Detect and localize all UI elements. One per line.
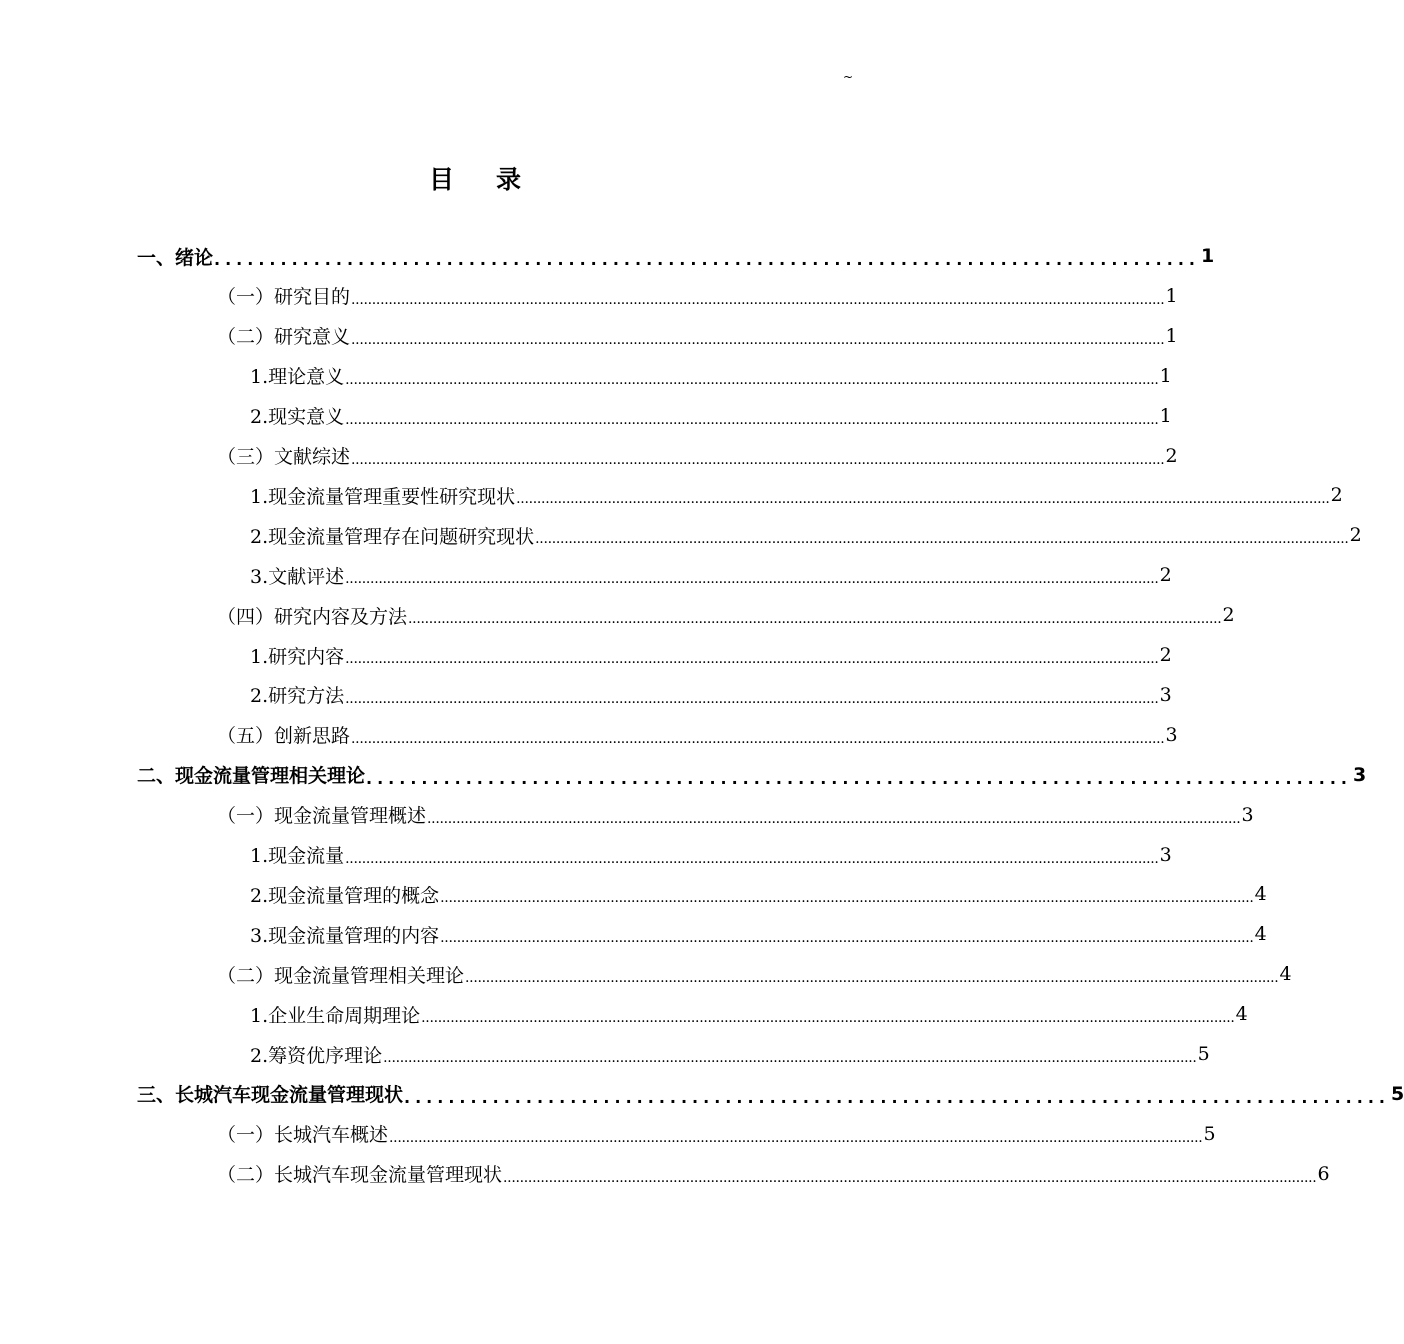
toc-entry[interactable]	[217, 715, 1178, 755]
toc-entry-label: 1.理论意义	[250, 366, 345, 389]
toc-leader-dots: ....................................................................................................................................................................................................	[351, 730, 1165, 747]
toc-entry-page: 3	[1241, 803, 1254, 826]
toc-entry-page: 2	[1159, 644, 1172, 666]
toc-entry[interactable]	[217, 595, 1235, 635]
toc-entry[interactable]	[250, 835, 1172, 875]
toc-entry-label: （四）研究内容及方法	[217, 605, 408, 628]
toc-entry-page: 3	[1159, 843, 1172, 866]
toc-entry-page: 5	[1197, 1043, 1210, 1065]
toc-leader-dots: ....................................................................................................................................................................................................	[345, 651, 1159, 667]
toc-leader-dots: ....................................................................................................................................................................................................	[440, 890, 1254, 907]
toc-leader-dots: ....................................................................................................................................................................................................	[535, 531, 1349, 548]
toc-leader-dots: ....................................................................................................................................................................................................	[440, 930, 1254, 947]
toc-entry-label: （一）研究目的	[217, 286, 351, 309]
toc-entry[interactable]	[250, 396, 1172, 436]
toc-leader-dots: ....................................................................................................................................................................................................	[465, 970, 1279, 987]
toc-leader-dots: ....................................................................................................................................................................................................	[345, 690, 1159, 707]
toc-entry-label: 2.筹资优序理论	[250, 1044, 383, 1067]
toc-entry-page: 6	[1317, 1162, 1330, 1185]
toc-entry[interactable]	[137, 755, 1367, 795]
toc-entry-page: 1	[1159, 404, 1172, 427]
toc-entry[interactable]	[217, 1114, 1216, 1154]
toc-entry-label: 一、绪论	[137, 246, 214, 269]
toc-entry-label: （三）文献综述	[217, 446, 351, 468]
toc-entry-label: 3.文献评述	[250, 565, 345, 588]
toc-entry-page: 4	[1254, 883, 1267, 906]
toc-entry[interactable]	[250, 515, 1362, 555]
toc-leader-dots: ....................................................................................................................................................................................................	[421, 1010, 1235, 1027]
toc-entry-label: 1.企业生命周期理论	[250, 1004, 421, 1027]
toc-leader-dots: ....................................................................................................................................................................................................	[389, 1129, 1203, 1146]
toc-entry-label: 1.现金流量	[250, 845, 345, 867]
toc-entry-label: 1.现金流量管理重要性研究现状	[250, 485, 516, 508]
toc-entry-page: 2	[1222, 604, 1235, 627]
toc-leader-dots: ....................................................................................................................................................................................................	[383, 1050, 1197, 1066]
toc-entry-label: （二）研究意义	[217, 326, 351, 349]
toc-entry-page: 1	[1159, 364, 1172, 387]
toc-leader-dots: ....................................................................................................................................................................................................	[351, 451, 1165, 468]
toc-entry[interactable]	[217, 795, 1254, 835]
toc-entry[interactable]	[250, 635, 1172, 675]
toc-leader-dots: .........................................................................................	[366, 768, 1352, 788]
toc-entry[interactable]	[250, 555, 1172, 595]
toc-entry-page: 2	[1159, 564, 1172, 587]
toc-leader-dots: ....................................................................................................................................................................................................	[516, 491, 1330, 508]
toc-entry[interactable]	[250, 994, 1248, 1034]
toc-entry-label: 二、现金流量管理相关理论	[137, 765, 366, 788]
toc-leader-dots: ....................................................................................................................................................................................................	[351, 291, 1165, 308]
toc-entry-label: （二）长城汽车现金流量管理现状	[217, 1164, 503, 1187]
toc-entry-page: 4	[1235, 1003, 1248, 1026]
toc-leader-dots: ....................................................................................................................................................................................................	[345, 850, 1159, 867]
toc-entry-page: 2	[1165, 444, 1178, 467]
toc-entry-page: 2	[1330, 484, 1343, 507]
toc-entry[interactable]	[217, 316, 1178, 356]
toc-leader-dots: ....................................................................................................................................................................................................	[408, 611, 1222, 628]
toc-entry-label: 三、长城汽车现金流量管理现状	[137, 1084, 404, 1107]
toc-leader-dots: ....................................................................................................................................................................................................	[345, 371, 1159, 388]
toc-entry[interactable]	[250, 874, 1267, 914]
toc-entry-label: 2.现金流量管理存在问题研究现状	[250, 525, 535, 548]
toc-entry[interactable]	[250, 475, 1343, 515]
toc-entry[interactable]	[250, 675, 1172, 715]
title-char-1: 目	[428, 165, 454, 194]
toc-entry[interactable]	[217, 436, 1178, 476]
toc-entry[interactable]	[137, 1074, 1404, 1114]
toc-entry-label: 2.现实意义	[250, 406, 345, 429]
toc-leader-dots: .........................................................................................	[404, 1087, 1390, 1107]
toc-entry-label: （一）现金流量管理概述	[217, 805, 427, 828]
toc-entry-label: 3.现金流量管理的内容	[250, 924, 440, 947]
toc-entry[interactable]	[250, 356, 1172, 396]
toc-leader-dots: ....................................................................................................................................................................................................	[345, 411, 1159, 428]
toc-entry[interactable]	[217, 276, 1178, 316]
toc-entry-page: 3	[1159, 683, 1172, 706]
toc-entry[interactable]	[217, 1154, 1330, 1194]
toc-entry-page: 3	[1165, 723, 1178, 746]
toc-entry[interactable]	[250, 1034, 1210, 1074]
toc-leader-dots: ....................................................................................................................................................................................................	[351, 331, 1165, 348]
page-title	[0, 160, 950, 196]
toc-entry-label: 1.研究内容	[250, 645, 345, 668]
toc-entry-label: 2.现金流量管理的概念	[250, 884, 440, 907]
toc-entry-page: 1	[1165, 284, 1178, 307]
title-char-2: 录	[496, 165, 522, 194]
toc-entry-page: 1	[1165, 324, 1178, 347]
toc-entry-page: 1	[1200, 245, 1215, 267]
toc-entry-page: 4	[1254, 923, 1267, 946]
toc-entry-label: （二）现金流量管理相关理论	[217, 964, 465, 987]
toc-entry-page: 5	[1203, 1122, 1216, 1145]
toc-entry-label: （一）长城汽车概述	[217, 1124, 389, 1147]
corner-mark: ~	[843, 70, 854, 84]
toc-entry-page: 2	[1349, 524, 1362, 547]
toc-entry[interactable]	[250, 914, 1267, 954]
toc-entry-page: 3	[1352, 763, 1367, 786]
toc-leader-dots: .........................................................................................	[214, 250, 1200, 269]
toc-entry[interactable]	[217, 954, 1292, 994]
toc-entry-label: （五）创新思路	[217, 725, 351, 748]
toc-leader-dots: ....................................................................................................................................................................................................	[345, 571, 1159, 588]
toc-entry-page: 5	[1390, 1082, 1404, 1105]
toc-leader-dots: ....................................................................................................................................................................................................	[427, 810, 1241, 827]
toc-entry-page: 4	[1279, 963, 1292, 986]
toc-entry-label: 2.研究方法	[250, 685, 345, 708]
toc-leader-dots: ....................................................................................................................................................................................................	[503, 1169, 1317, 1186]
toc-entry[interactable]	[137, 236, 1215, 276]
